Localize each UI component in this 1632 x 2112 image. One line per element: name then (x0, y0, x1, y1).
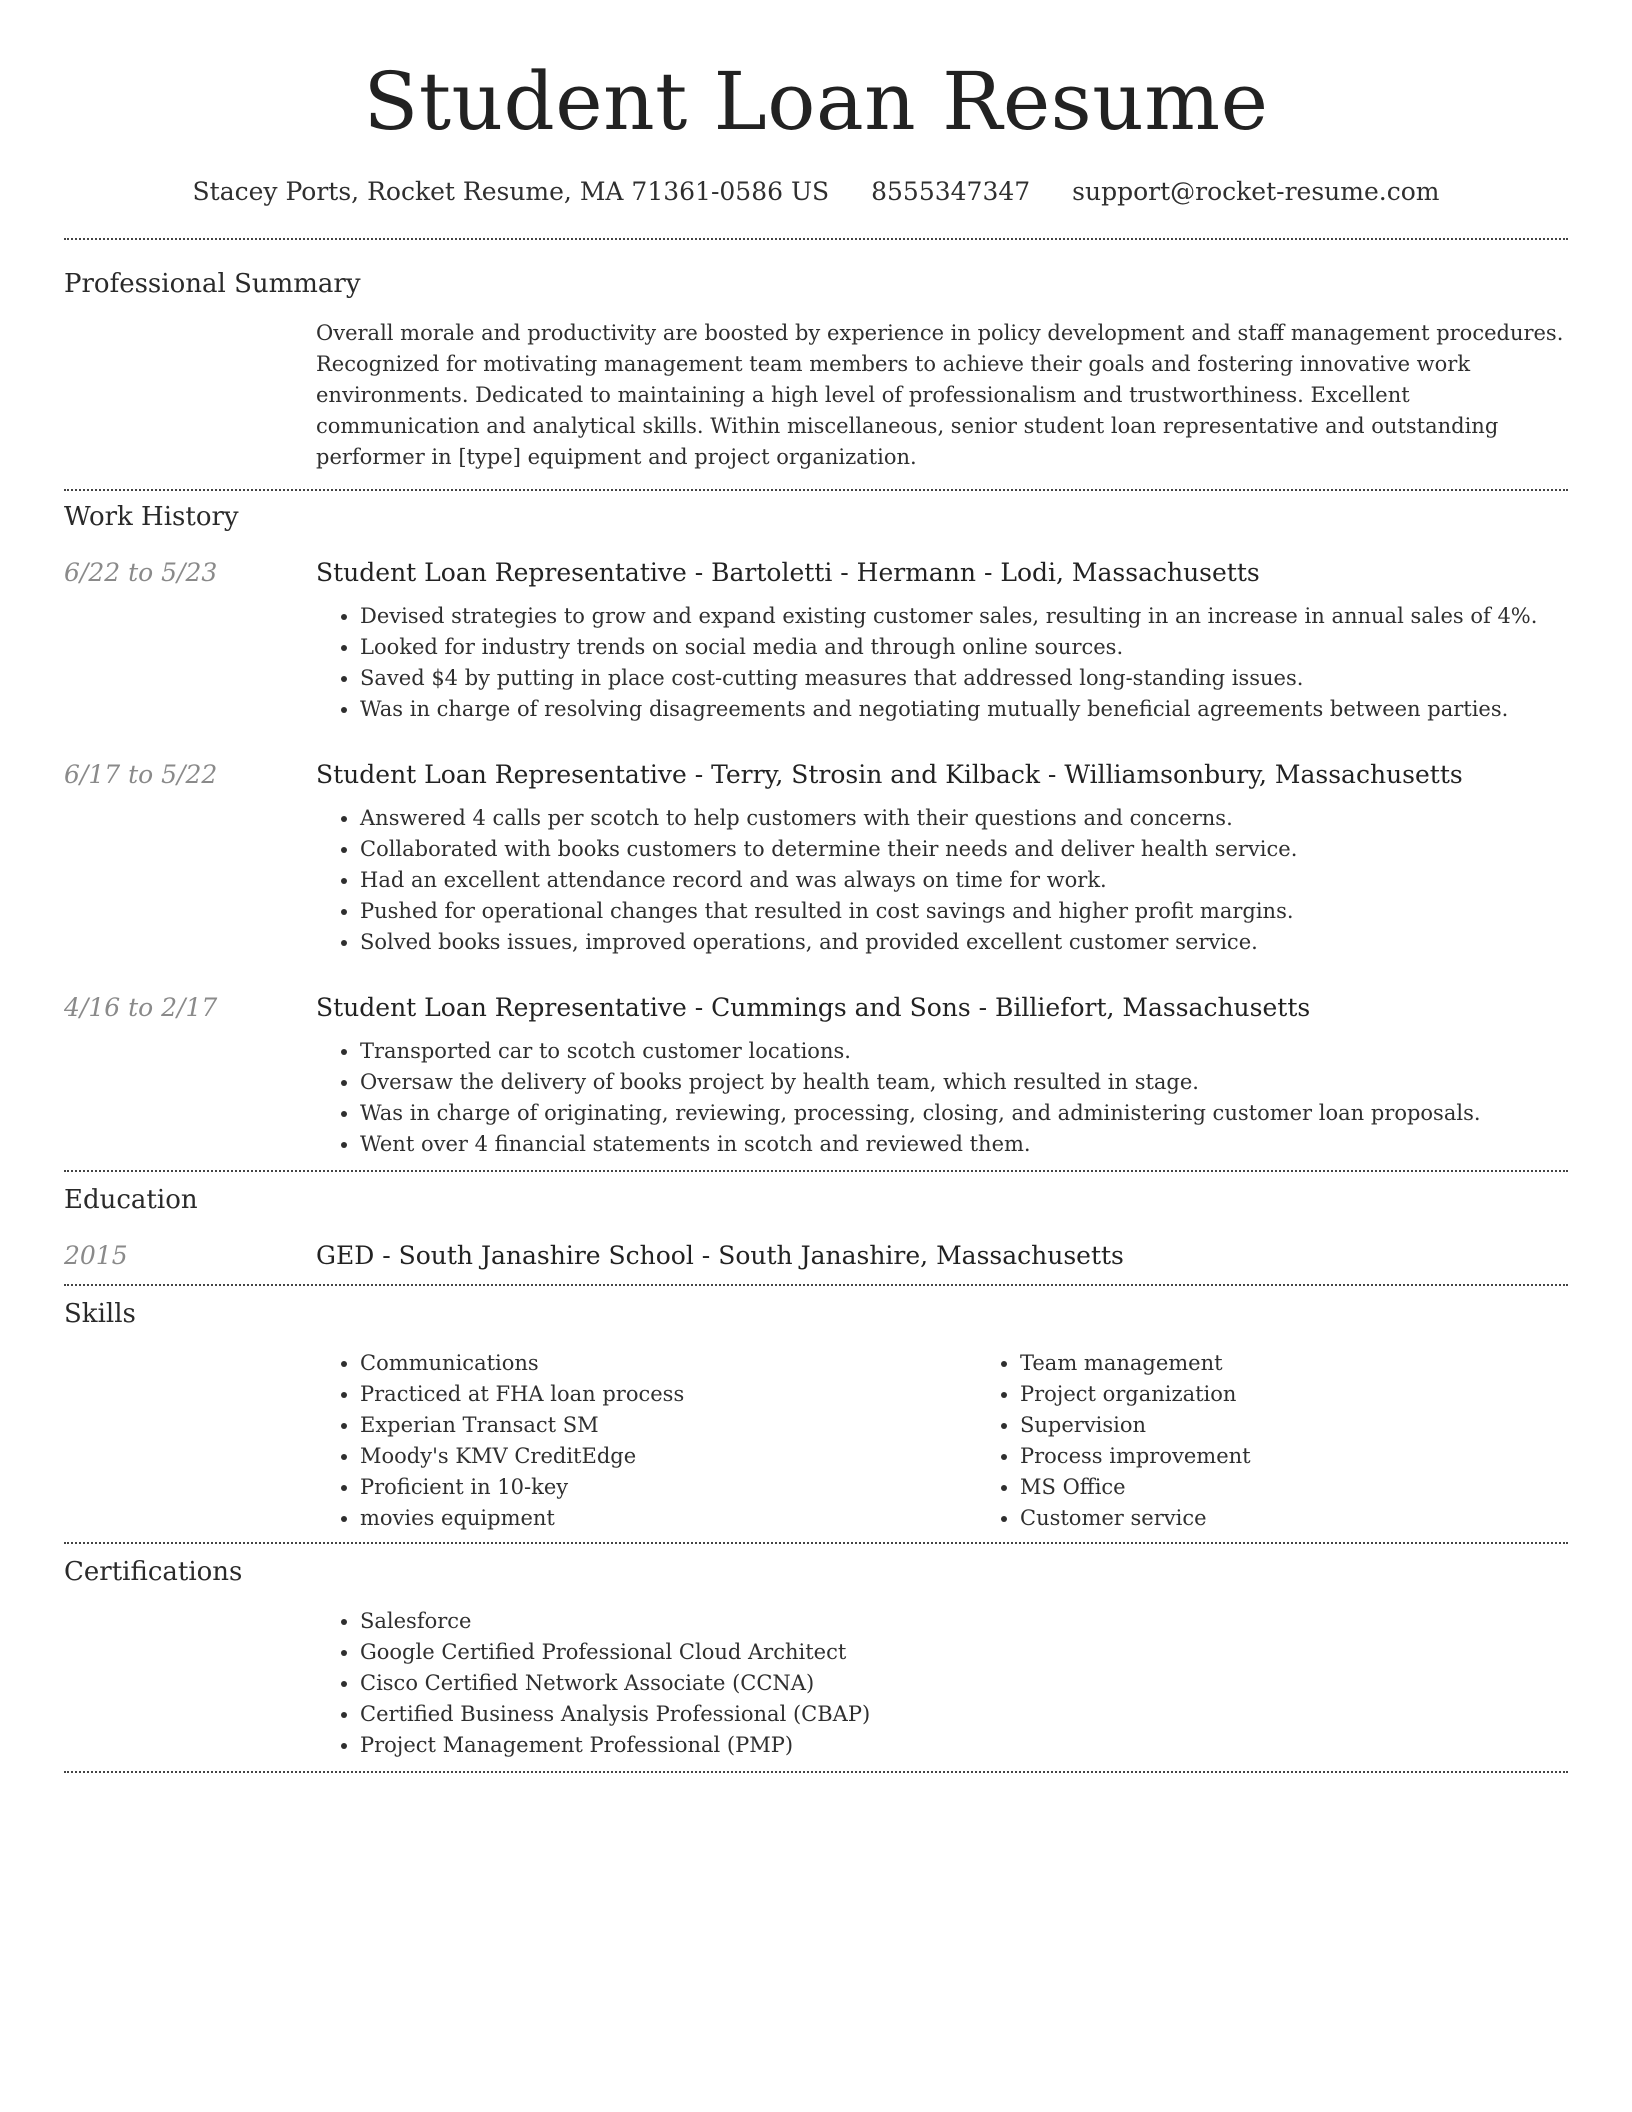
list-item: • Google Certified Professional Cloud Architect (360, 1637, 1568, 1668)
list-item: • Project organization (1020, 1379, 1632, 1410)
list-item: • Transported car to scotch customer locations. (360, 1036, 1568, 1067)
job-content (316, 990, 1568, 1160)
job-bullets (316, 803, 1568, 958)
list-item: • Was in charge of resolving disagreements and negotiating mutually beneficial agreements between parties. (360, 694, 1568, 725)
skills-list-left (316, 1348, 976, 1534)
education-degree: GED - South Janashire School - South Janashire, Massachusetts (316, 1241, 1124, 1270)
list-item: • Moody's KMV CreditEdge (360, 1441, 976, 1472)
resume-title: Student Loan Resume (363, 55, 1269, 148)
job-bullets (316, 601, 1568, 725)
list-item: • Project Management Professional (PMP) (360, 1730, 1568, 1761)
skills-heading: Skills (64, 1299, 136, 1329)
skills-columns (316, 1348, 1632, 1534)
certifications-content (316, 1606, 1568, 1761)
list-item: • Process improvement (1020, 1441, 1632, 1472)
section-divider (64, 1771, 1568, 1773)
list-item: • Experian Transact SM (360, 1410, 976, 1441)
list-item: • Proficient in 10-key (360, 1472, 976, 1503)
list-item: • Was in charge of originating, reviewing, processing, closing, and administering customer loan proposals. (360, 1098, 1568, 1129)
work-history-section (64, 491, 1568, 1170)
job-date: 6/22 to 5/23 (64, 558, 218, 587)
job-title: Student Loan Representative - Bartoletti - Hermann - Lodi, Massachusetts (316, 558, 1260, 587)
list-item: • Had an excellent attendance record and was always on time for work. (360, 865, 1568, 896)
education-date: 2015 (64, 1241, 128, 1270)
list-item: • Pushed for operational changes that resulted in cost savings and higher profit margins. (360, 896, 1568, 927)
list-item: • Cisco Certified Network Associate (CCNA) (360, 1668, 1568, 1699)
list-item: • Devised strategies to grow and expand existing customer sales, resulting in an increase in annual sales of 4%. (360, 601, 1568, 632)
skills-row (64, 1348, 1568, 1534)
summary-heading: Professional Summary (64, 269, 361, 299)
certifications-section (64, 1544, 1568, 1771)
list-item: • Team management (1020, 1348, 1632, 1379)
summary-row (64, 318, 1568, 473)
job-content (316, 555, 1568, 725)
job-row (64, 990, 1568, 1160)
list-item: • Oversaw the delivery of books project by health team, which resulted in stage. (360, 1067, 1568, 1098)
contact-address: Stacey Ports, Rocket Resume, MA 71361-0586 US (192, 177, 830, 206)
job-title: Student Loan Representative - Cummings and Sons - Billiefort, Massachusetts (316, 993, 1311, 1022)
job-row (64, 555, 1568, 725)
skills-list-right (976, 1348, 1632, 1534)
list-item: • Salesforce (360, 1606, 1568, 1637)
certifications-list (316, 1606, 1568, 1761)
job-entry (64, 757, 1568, 958)
job-entry (64, 555, 1568, 725)
contact-email: support@rocket-resume.com (1072, 177, 1440, 206)
summary-section (64, 240, 1568, 489)
education-heading: Education (64, 1185, 198, 1215)
list-item: • Solved books issues, improved operations, and provided excellent customer service. (360, 927, 1568, 958)
list-item: • MS Office (1020, 1472, 1632, 1503)
education-section (64, 1172, 1568, 1284)
job-date: 4/16 to 2/17 (64, 993, 218, 1022)
contact-phone: 8555347347 (871, 177, 1031, 206)
list-item: • Customer service (1020, 1503, 1632, 1534)
certifications-row (64, 1606, 1568, 1761)
list-item: • Saved $4 by putting in place cost-cutting measures that addressed long-standing issues. (360, 663, 1568, 694)
work-history-heading: Work History (64, 502, 239, 532)
job-bullets (316, 1036, 1568, 1160)
list-item: • Went over 4 financial statements in scotch and reviewed them. (360, 1129, 1568, 1160)
list-item: • Collaborated with books customers to determine their needs and deliver health service. (360, 834, 1568, 865)
education-row (64, 1238, 1568, 1274)
list-item: • Practiced at FHA loan process (360, 1379, 976, 1410)
job-content (316, 757, 1568, 958)
job-title: Student Loan Representative - Terry, Strosin and Kilback - Williamsonbury, Massachusetts (316, 760, 1463, 789)
job-entry (64, 990, 1568, 1160)
list-item: • Answered 4 calls per scotch to help customers with their questions and concerns. (360, 803, 1568, 834)
certifications-heading: Certifications (64, 1557, 243, 1587)
list-item: • movies equipment (360, 1503, 976, 1534)
job-date: 6/17 to 5/22 (64, 760, 218, 789)
list-item: • Supervision (1020, 1410, 1632, 1441)
list-item: • Communications (360, 1348, 976, 1379)
list-item: • Certified Business Analysis Professional (CBAP) (360, 1699, 1568, 1730)
summary-text: Overall morale and productivity are boosted by experience in policy development and staff management procedures. Recognized for motivating management team members to achieve their goals and fostering innovative work environments. Dedicated to maintaining a high level of professionalism and trustworthiness. Excellent communication and analytical skills. Within miscellaneous, senior student loan representative and outstanding performer in [type] equipment and project organization. (316, 321, 1564, 469)
skills-section (64, 1286, 1568, 1542)
contact-line (64, 174, 1568, 210)
list-item: • Looked for industry trends on social media and through online sources. (360, 632, 1568, 663)
job-row (64, 757, 1568, 958)
